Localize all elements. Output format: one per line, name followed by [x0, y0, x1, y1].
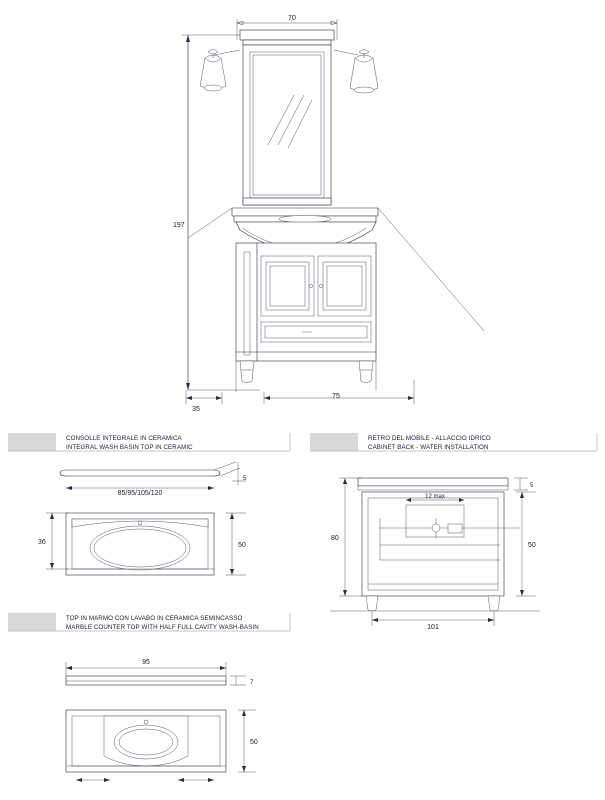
dim-label-back-width: 101	[427, 624, 439, 631]
dim-label-cabinet-height: 80	[331, 535, 339, 542]
dim-label-access-panel: 12 max	[425, 494, 445, 500]
dim-label-top-thickness: 5	[530, 483, 534, 489]
section-1-caption-en: INTEGRAL WASH BASIN TOP IN CERAMIC	[66, 444, 193, 451]
dim-depth	[186, 390, 222, 404]
dim-label-marble-thickness: 7	[250, 680, 254, 686]
console-basin-plan	[66, 513, 214, 575]
cabinet-body	[236, 243, 376, 383]
dim-label-console-widths: 85/95/105/120	[117, 490, 163, 497]
section-2-caption-en: CABINET BACK - WATER INSTALLATION	[368, 444, 489, 451]
dim-label-shelf-thickness: 5	[243, 476, 247, 482]
dim-label-marble-depth: 50	[250, 739, 258, 746]
dim-label-basin-left-height: 36	[38, 539, 46, 546]
section-2-caption-it: RETRO DEL MOBILE - ALLACCIO IDRICO	[368, 435, 491, 442]
main-elevation-view	[182, 19, 484, 404]
dim-label-basin-right-depth: 50	[238, 542, 246, 549]
dim-cabinet-back-height	[339, 478, 362, 596]
section-3-caption-en: MARBLE COUNTER TOP WITH HALF FULL CAVITY WASH-BASIN	[66, 624, 259, 631]
dim-label-mirror-width: 70	[288, 15, 296, 22]
section-1-drawing	[46, 462, 246, 575]
dim-label-cabinet-width: 75	[332, 393, 340, 400]
dim-label-cabinet-side-height: 50	[528, 542, 536, 549]
section-1-caption-it: CONSOLLE INTEGRALE IN CERAMICA	[66, 435, 182, 442]
dim-label-depth: 35	[192, 406, 200, 413]
section-3-drawing	[66, 662, 256, 782]
dim-console-left	[46, 513, 68, 569]
section-3-caption-it: TOP IN MARMO CON LAVABO IN CERAMICA SEMINCASSO	[66, 615, 243, 622]
wall-lamp-left	[200, 50, 240, 92]
wall-lamp-right	[334, 50, 378, 94]
dim-label-marble-width: 95	[142, 659, 150, 666]
mirror-frame	[240, 30, 334, 205]
section-2-drawing	[330, 478, 540, 626]
dim-label-total-height: 197	[173, 222, 185, 229]
dim-cabinet-width	[264, 380, 414, 404]
